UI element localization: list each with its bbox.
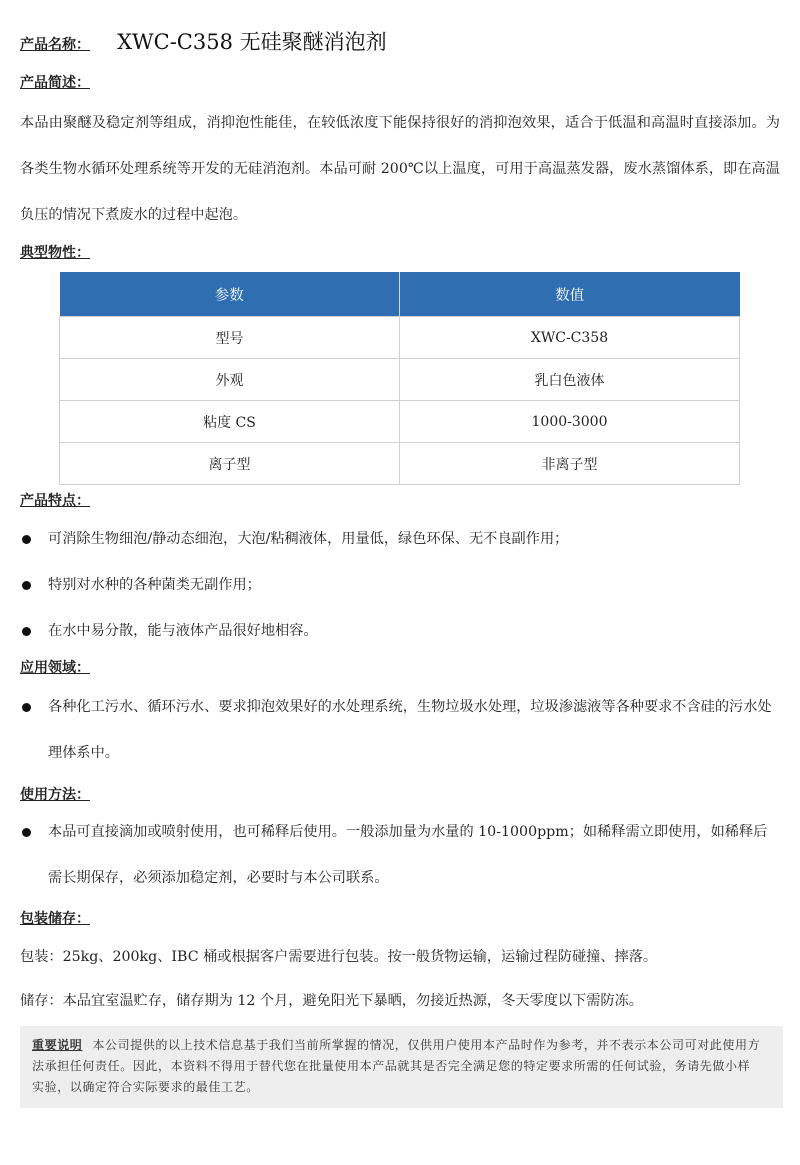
- table-row: [60, 359, 740, 401]
- column-header-parameter: 参数: [60, 272, 400, 317]
- overview-text: 本品由聚醚及稳定剂等组成，消抑泡性能佳，在较低浓度下能保持很好的消抑泡效果，适合于低温和高温时直接添加。为各类生物水循环处理系统等开发的无硅消泡剂。本品可耐 200℃以上温度，可用于高温蒸发器，废水蒸馏体系，即在高温负压的情况下煮废水的过程中起泡。: [20, 115, 780, 223]
- table-cell: 非离子型: [400, 443, 740, 485]
- bullet-icon: [22, 627, 31, 636]
- storage-text: 储存：本品宜室温贮存，储存期为 12 个月，避免阳光下暴晒，勿接近热源，冬天零度以下需防冻。: [20, 993, 643, 1009]
- packaging-heading: 包装储存：: [20, 911, 90, 927]
- notice-content: [32, 1035, 762, 1098]
- feature-text: 可消除生物细泡/静动态细泡，大泡/粘稠液体，用量低，绿色环保、无不良副作用；: [48, 531, 569, 547]
- usage-heading: 使用方法：: [20, 787, 90, 803]
- notice-label: 重要说明: [32, 1038, 83, 1052]
- product-name: XWC-C358 无硅聚醚消泡剂: [117, 30, 387, 54]
- usage-text: 本品可直接滴加或喷射使用，也可稀释后使用。一般添加量为水量的 10-1000ppm；如稀释需立即使用，如稀释后需长期保存，必须添加稳定剂，必要时与本公司联系。: [48, 824, 768, 886]
- bullet-icon: [22, 535, 31, 544]
- table-cell: 外观: [60, 359, 400, 401]
- table-row: [60, 401, 740, 443]
- usage-list: [20, 809, 780, 901]
- properties-heading: 典型物性：: [20, 245, 90, 261]
- bullet-icon: [22, 581, 31, 590]
- application-text: 各种化工污水、循环污水、要求抑泡效果好的水处理系统，生物垃圾水处理，垃圾渗滤液等各种要求不含硅的污水处理体系中。: [48, 699, 772, 761]
- features-list: [20, 516, 780, 654]
- feature-text: 特别对水种的各种菌类无副作用；: [48, 577, 261, 593]
- table-row: [60, 317, 740, 359]
- list-item: [20, 608, 780, 654]
- list-item: [20, 809, 780, 901]
- features-heading: 产品特点：: [20, 493, 90, 509]
- table-cell: XWC-C358: [400, 317, 740, 359]
- notice-box: [20, 1026, 783, 1108]
- column-header-value: 数值: [400, 272, 740, 317]
- table-header-row: [60, 272, 740, 317]
- properties-table: [59, 272, 740, 485]
- list-item: [20, 516, 780, 562]
- applications-heading: 应用领域：: [20, 660, 90, 676]
- applications-list: [20, 684, 780, 776]
- table-cell: 型号: [60, 317, 400, 359]
- table-row: [60, 443, 740, 485]
- table-cell: 乳白色液体: [400, 359, 740, 401]
- overview-heading: 产品简述：: [20, 75, 90, 91]
- table-cell: 粘度 CS: [60, 401, 400, 443]
- feature-text: 在水中易分散，能与液体产品很好地相容。: [48, 623, 318, 639]
- notice-text: 本公司提供的以上技术信息基于我们当前所掌握的情况，仅供用户使用本产品时作为参考，并不表示本公司可对此使用方法承担任何责任。因此，本资料不得用于替代您在批量使用本产品就其是否完全满足您的特定要求所需的任何试验，务请先做小样实验，以确定符合实际要求的最佳工艺。: [32, 1038, 761, 1094]
- table-cell: 离子型: [60, 443, 400, 485]
- product-title: [20, 26, 387, 56]
- table-cell: 1000-3000: [400, 401, 740, 443]
- bullet-icon: [22, 828, 31, 837]
- list-item: [20, 562, 780, 608]
- product-name-label: 产品名称：: [20, 37, 90, 53]
- packaging-text: 包装：25kg、200kg、IBC 桶或根据客户需要进行包装。按一般货物运输，运输过程防碰撞、摔落。: [20, 949, 658, 965]
- list-item: [20, 684, 780, 776]
- bullet-icon: [22, 703, 31, 712]
